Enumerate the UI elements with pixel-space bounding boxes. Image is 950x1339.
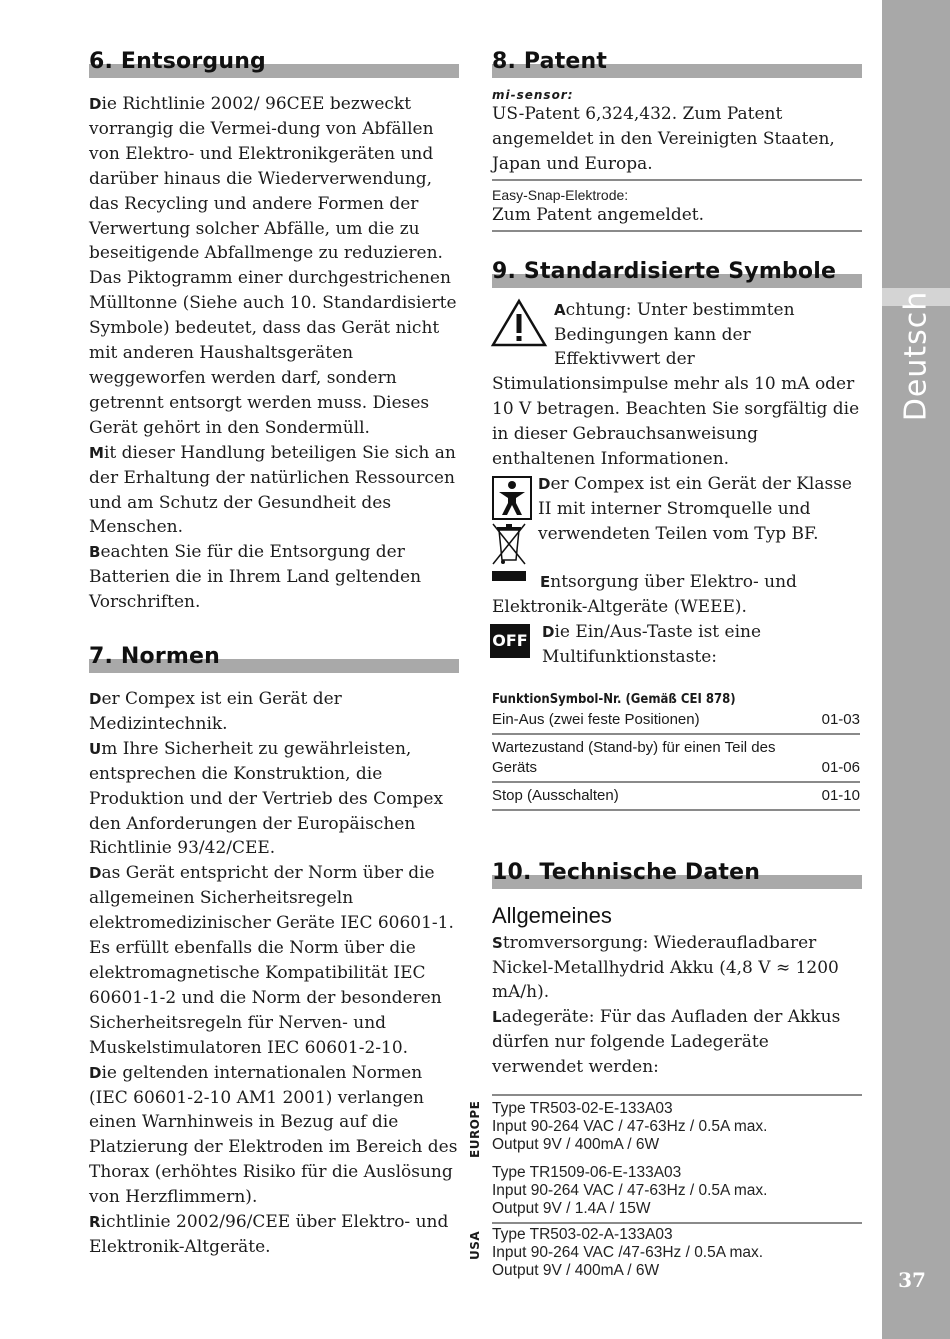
crossed-bin-icon [490, 520, 528, 584]
off-symbol-row [492, 620, 862, 670]
section-7-heading [89, 639, 459, 673]
region-europe-label: EUROPE [468, 1100, 482, 1159]
off-button-icon: OFF [490, 624, 530, 658]
power-supply-text: Stromversorgung: Wiederaufladbarer Nickel-Metallhydrid Akku (4,8 V ≈ 1200 mA/h). [492, 932, 839, 1003]
section-6-title: 6. Entsorgung [89, 49, 267, 74]
language-label: Deutsch [898, 290, 934, 422]
function-label: Wartezustand (Stand-by) für einen Teil des Geräts [492, 734, 800, 782]
charger-text: Ladegeräte: Für das Aufladen der Akkus dürfen nur folgende Ladegeräte verwendet werden: [492, 1007, 841, 1078]
function-label: Ein-Aus (zwei feste Positionen) [492, 707, 800, 734]
region-usa-label: USA [468, 1230, 482, 1261]
section-9-title: 9. Standardisierte Symbole [492, 258, 837, 284]
weee-text: Entsorgung über Elektro- und Elektronik-Altgeräte (WEEE). [492, 571, 797, 617]
section-6-paragraph: Beachten Sie für die Entsorgung der Batterien die in Ihrem Land geltenden Vorschriften. [89, 542, 422, 613]
section-6-paragraph: Mit dieser Handlung beteiligen Sie sich an der Erhaltung der natürlichen Ressourcen und am Schutz der Gesundheit des Menschen. [89, 442, 456, 538]
section-10-heading [492, 855, 862, 889]
section-6-heading [89, 44, 459, 78]
charger-item: Type TR503-02-A-133A03 Input 90-264 VAC /47-63Hz / 0.5A max. Output 9V / 400mA / 6W [492, 1226, 764, 1280]
function-table-row [492, 782, 860, 810]
symbol-number: 01-10 [800, 782, 860, 810]
function-label: Stop (Ausschalten) [492, 782, 800, 810]
patent-mi-block [492, 102, 862, 181]
type-bf-body-icon [492, 476, 532, 520]
section-7-title: 7. Normen [89, 644, 221, 670]
page-number: 37 [898, 1268, 926, 1292]
section-7-paragraph: Der Compex ist ein Gerät der Medizintechnik. [89, 689, 342, 734]
section-7-paragraph: Um Ihre Sicherheit zu gewährleisten, entsprechen die Konstruktion, die Produktion und der Vertrieb des Compex den Anforderungen der Europäischen Richtlinie 93/42/CEE. [89, 738, 444, 859]
bf-text: Der Compex ist ein Gerät der Klasse II mit interner Stromquelle und verwendeten Teilen vom Typ BF. [538, 473, 852, 544]
patent-snap-block [492, 203, 862, 232]
snap-electrode-label: Easy-Snap-Elektrode: [492, 186, 629, 203]
symbol-number: 01-06 [800, 734, 860, 782]
charger-europe-block [468, 1094, 862, 1218]
function-table-header: FunktionSymbol-Nr. (Gemäß CEI 878) [492, 691, 736, 707]
section-7-paragraph: Richtlinie 2002/96/CEE über Elektro- und Elektronik-Altgeräte. [89, 1212, 449, 1257]
charger-usa-block [468, 1222, 862, 1280]
charger-item: Type TR503-02-E-133A03 Input 90-264 VAC / 47-63Hz / 0.5A max. Output 9V / 400mA / 6W [492, 1100, 768, 1154]
section-7-paragraph: Das Gerät entspricht der Norm über die allgemeinen Sicherheitsregeln elektromedizinischer Geräte IEC 60601-1. Es erfüllt ebenfalls die Norm über die elektromagnetische Kompatibilität IEC 60601-1-2 und die Norm der besonderen Sicherheitsregeln für Nerven- und Muskelstimulatoren IEC 60601-2-10. [89, 863, 454, 1058]
function-table-row [492, 734, 860, 782]
warning-symbol-row [492, 298, 862, 472]
warning-text: Achtung: Unter bestimmten Bedingungen kann der Effektivwert der Stimulationsimpulse mehr als 10 mA oder 10 V betragen. Beachten Sie sorgfältig die in dieser Gebrauchsanweisung enthaltenen Informationen. [492, 299, 860, 470]
patent-mi-text: US-Patent 6,324,432. Zum Patent angemeldet in den Vereinigten Staaten, Japan und Europa. [492, 104, 835, 174]
right-column [468, 44, 862, 1280]
language-sidebar [882, 0, 950, 1339]
section-6-paragraph: Die Richtlinie 2002/ 96CEE bezweckt vorrangig die Vermei-dung von Abfällen von Elektro- und Elektronikgeräten und darüber hinaus die Wiederverwendung, das Recycling und andere Formen der Verwertung solcher Abfälle, um die zu beseitigende Abfallmenge zu reduzieren. Das Piktogramm einer durchgestrichenen Mülltonne (Siehe auch 10. Standardisierte Symbole) bedeutet, dass das Gerät nicht mit anderen Haushaltsgeräten weggeworfen werden darf, sondern getrennt entsorgt werden muss. Dieses Gerät gehört in den Sondermüll. [89, 94, 457, 438]
mi-sensor-label: mi-sensor: [492, 88, 574, 102]
section-8-heading [492, 44, 862, 78]
function-symbol-table [492, 707, 860, 811]
patent-snap-text: Zum Patent angemeldet. [492, 204, 704, 225]
symbol-number: 01-03 [800, 707, 860, 734]
warning-triangle-icon [490, 298, 548, 348]
off-text: Die Ein/Aus-Taste ist eine Multifunktionstaste: [542, 621, 762, 667]
section-8-title: 8. Patent [492, 49, 608, 74]
left-column [89, 44, 459, 1260]
function-table-row [492, 707, 860, 734]
weee-symbol-row [492, 520, 862, 620]
general-subtitle: Allgemeines [492, 902, 612, 928]
charger-item: Type TR1509-06-E-133A03 Input 90-264 VAC / 47-63Hz / 0.5A max. Output 9V / 1.4A / 15W [492, 1164, 768, 1218]
section-10-title: 10. Technische Daten [492, 859, 761, 885]
section-9-heading [492, 254, 862, 288]
section-7-paragraph: Die geltenden internationalen Normen (IEC 60601-2-10 AM1 2001) verlangen einen Warnhinweis in Bezug auf die Platzierung der Elektroden im Bereich des Thorax (erhöhtes Risiko für die Auslösung von Herzflimmern). [89, 1062, 458, 1208]
